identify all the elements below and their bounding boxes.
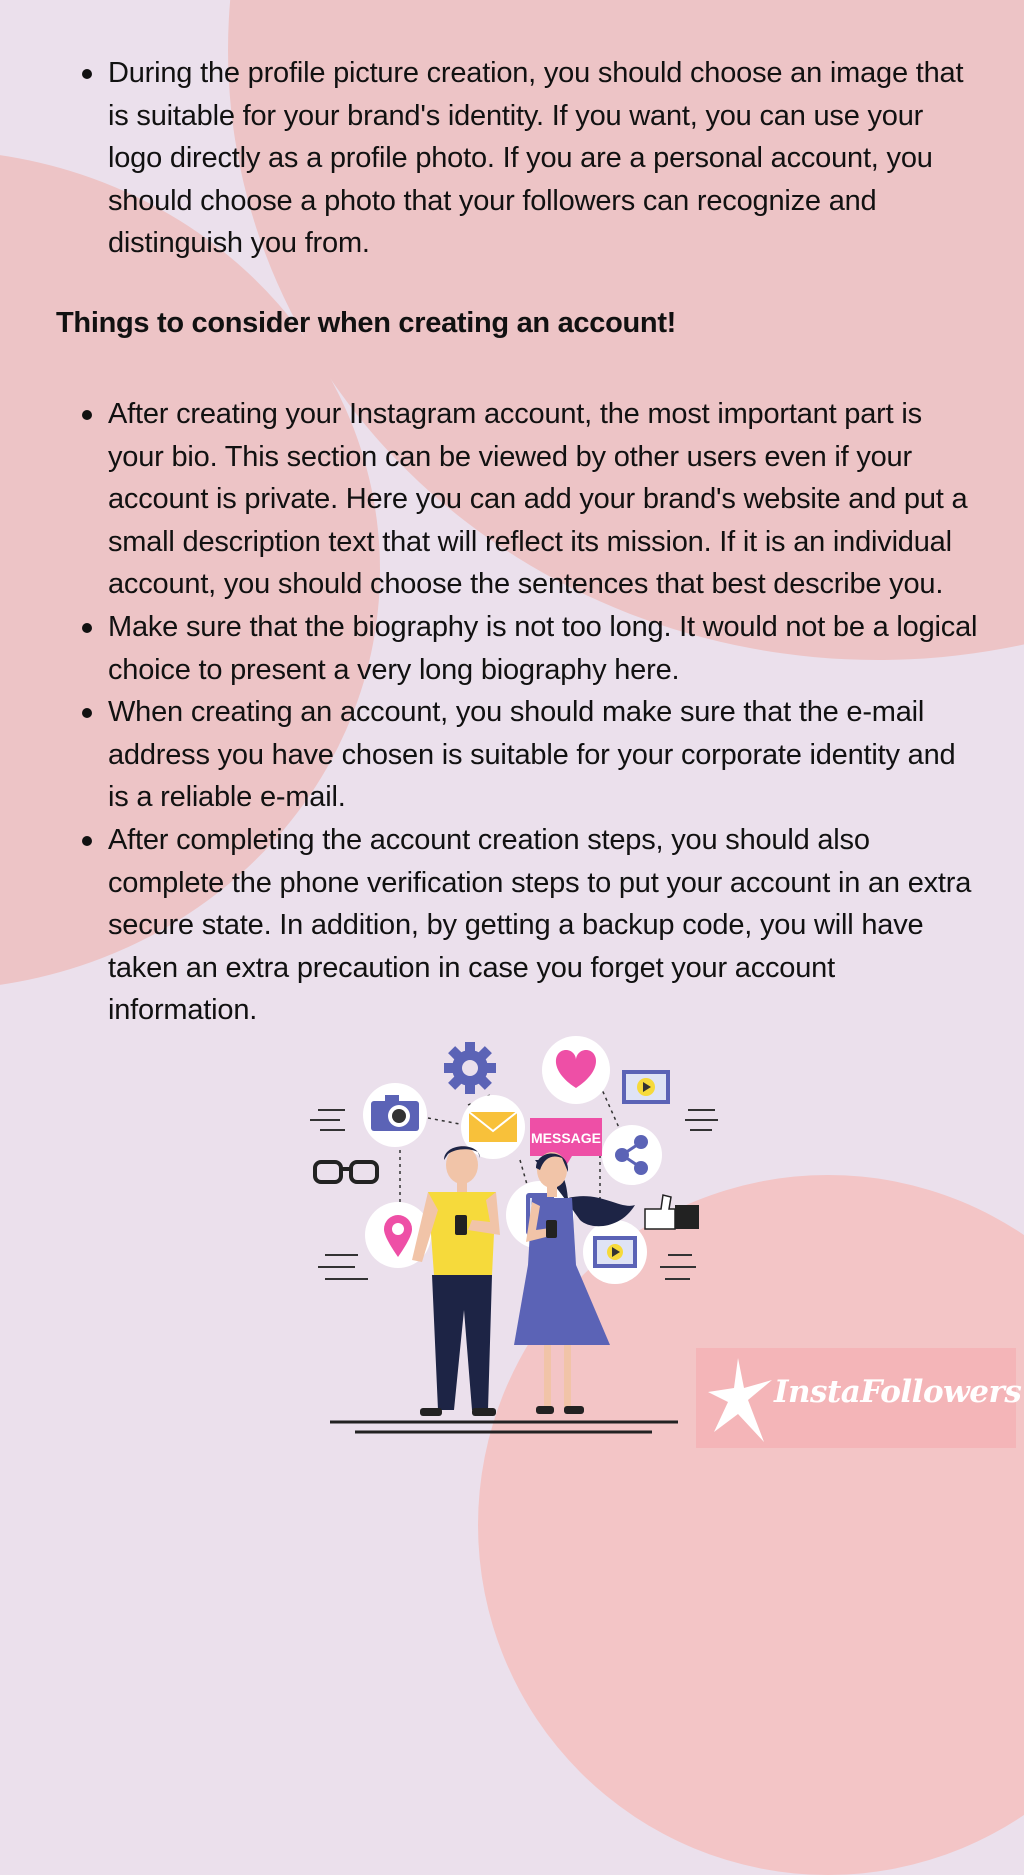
video-icon (583, 1220, 647, 1284)
logo-mark-icon (708, 1358, 772, 1442)
bullet-item: After completing the account creation steps, you should also complete the phone verification steps to put your account in an extra secure state. In addition, by getting a backup code, you will have taken an extra precaution in case you forget your account information. (78, 819, 978, 1032)
social-media-illustration (300, 1030, 730, 1440)
camera-icon (363, 1083, 427, 1147)
bullet-item: Make sure that the biography is not too long. It would not be a logical choice to present a very long biography here. (78, 606, 978, 691)
section-heading: Things to consider when creating an account! (56, 307, 677, 339)
bullet-item: When creating an account, you should make sure that the e-mail address you have chosen is suitable for your corporate identity and is a reliable e-mail. (78, 691, 978, 819)
message-label: MESSAGE (530, 1130, 602, 1146)
bullet-list-account-tips (78, 393, 978, 1032)
video-icon (622, 1070, 670, 1104)
instafollowers-logo (696, 1348, 1022, 1448)
share-icon (602, 1125, 662, 1185)
bullet-item: During the profile picture creation, you should choose an image that is suitable for your brand's identity. If you want, you can use your logo directly as a profile photo. If you are a personal account, you should choose a photo that your followers can recognize and distinguish you from. (78, 52, 978, 265)
bullet-list-profile-picture (78, 52, 978, 265)
glasses-icon (315, 1162, 377, 1182)
ground-lines (330, 1422, 678, 1432)
bullet-item: After creating your Instagram account, the most important part is your bio. This section can be viewed by other users even if your account is private. Here you can add your brand's website and put a small description text that will reflect its mission. If it is an individual account, you should choose the sentences that best describe you. (78, 393, 978, 606)
thumbs-up-icon (645, 1195, 699, 1229)
man-figure (412, 1146, 500, 1416)
logo-text: InstaFollowers (774, 1374, 1022, 1410)
heart-icon (542, 1036, 610, 1104)
gear-icon (444, 1042, 496, 1094)
